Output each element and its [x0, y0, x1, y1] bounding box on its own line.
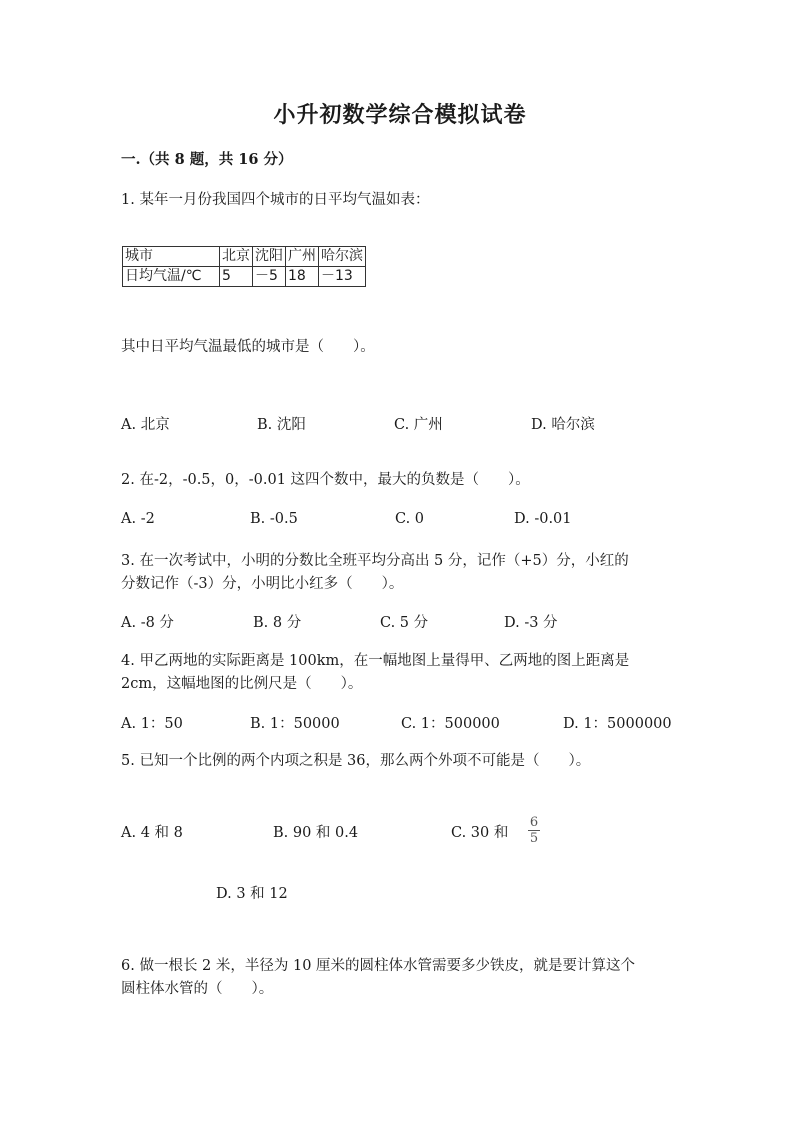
table-cell: －5 [253, 267, 286, 287]
table-cell: 北京 [220, 247, 253, 267]
question-2-stem: 2. 在-2，-0.5，0，-0.01 这四个数中，最大的负数是（ ）。 [121, 472, 530, 488]
question-5-stem: 5. 已知一个比例的两个内项之积是 36，那么两个外项不可能是（ ）。 [121, 753, 591, 769]
q3-option-d[interactable]: D. -3 分 [504, 615, 558, 631]
table-cell: 广州 [286, 247, 319, 267]
q3-option-b[interactable]: B. 8 分 [253, 615, 302, 631]
question-1-stem: 1. 某年一月份我国四个城市的日平均气温如表： [121, 192, 430, 208]
q4-option-c[interactable]: C. 1：500000 [401, 716, 500, 732]
table-row [123, 267, 366, 287]
section-heading: 一.（共 8 题，共 16 分） [121, 151, 293, 168]
q5-option-d[interactable]: D. 3 和 12 [216, 886, 288, 902]
question-1-ask: 其中日平均气温最低的城市是（ ）。 [121, 339, 375, 355]
table-cell: 哈尔滨 [319, 247, 366, 267]
q5-option-a[interactable]: A. 4 和 8 [121, 825, 183, 841]
q4-option-b[interactable]: B. 1：50000 [250, 716, 340, 732]
q2-option-c[interactable]: C. 0 [395, 511, 425, 527]
q2-option-a[interactable]: A. -2 [121, 511, 155, 527]
temperature-table [122, 246, 366, 287]
q1-option-a[interactable]: A. 北京 [121, 417, 170, 433]
fraction-denominator: 5 [529, 831, 539, 846]
q1-option-c[interactable]: C. 广州 [394, 417, 443, 433]
fraction-numerator: 6 [529, 815, 539, 830]
table-cell: －13 [319, 267, 366, 287]
q5-option-c[interactable]: C. 30 和 [451, 825, 509, 841]
q3-option-c[interactable]: C. 5 分 [380, 615, 429, 631]
question-3-line-1: 3. 在一次考试中，小明的分数比全班平均分高出 5 分，记作（+5）分，小红的 [121, 553, 629, 569]
table-cell: 5 [220, 267, 253, 287]
q4-option-a[interactable]: A. 1：50 [121, 716, 183, 732]
table-cell: 城市 [123, 247, 220, 267]
q4-option-d[interactable]: D. 1：5000000 [563, 716, 672, 732]
question-4-line-1: 4. 甲乙两地的实际距离是 100km，在一幅地图上量得甲、乙两地的图上距离是 [121, 653, 630, 669]
q1-option-d[interactable]: D. 哈尔滨 [531, 417, 595, 433]
q3-option-a[interactable]: A. -8 分 [121, 615, 174, 631]
page-title: 小升初数学综合模拟试卷 [273, 102, 527, 128]
question-6-line-1: 6. 做一根长 2 米，半径为 10 厘米的圆柱体水管需要多少铁皮，就是要计算这个 [121, 958, 636, 974]
table-cell: 沈阳 [253, 247, 286, 267]
table-header-row [123, 247, 366, 267]
fraction-six-fifths [527, 815, 541, 846]
q5-option-b[interactable]: B. 90 和 0.4 [273, 825, 359, 841]
q2-option-d[interactable]: D. -0.01 [514, 511, 572, 527]
table-cell: 日均气温/℃ [123, 267, 220, 287]
question-3-line-2: 分数记作（-3）分，小明比小红多（ ）。 [121, 576, 404, 592]
q2-option-b[interactable]: B. -0.5 [250, 511, 298, 527]
table-cell: 18 [286, 267, 319, 287]
question-4-line-2: 2cm，这幅地图的比例尺是（ ）。 [121, 676, 363, 692]
q1-option-b[interactable]: B. 沈阳 [257, 417, 306, 433]
question-6-line-2: 圆柱体水管的（ ）。 [121, 981, 274, 997]
